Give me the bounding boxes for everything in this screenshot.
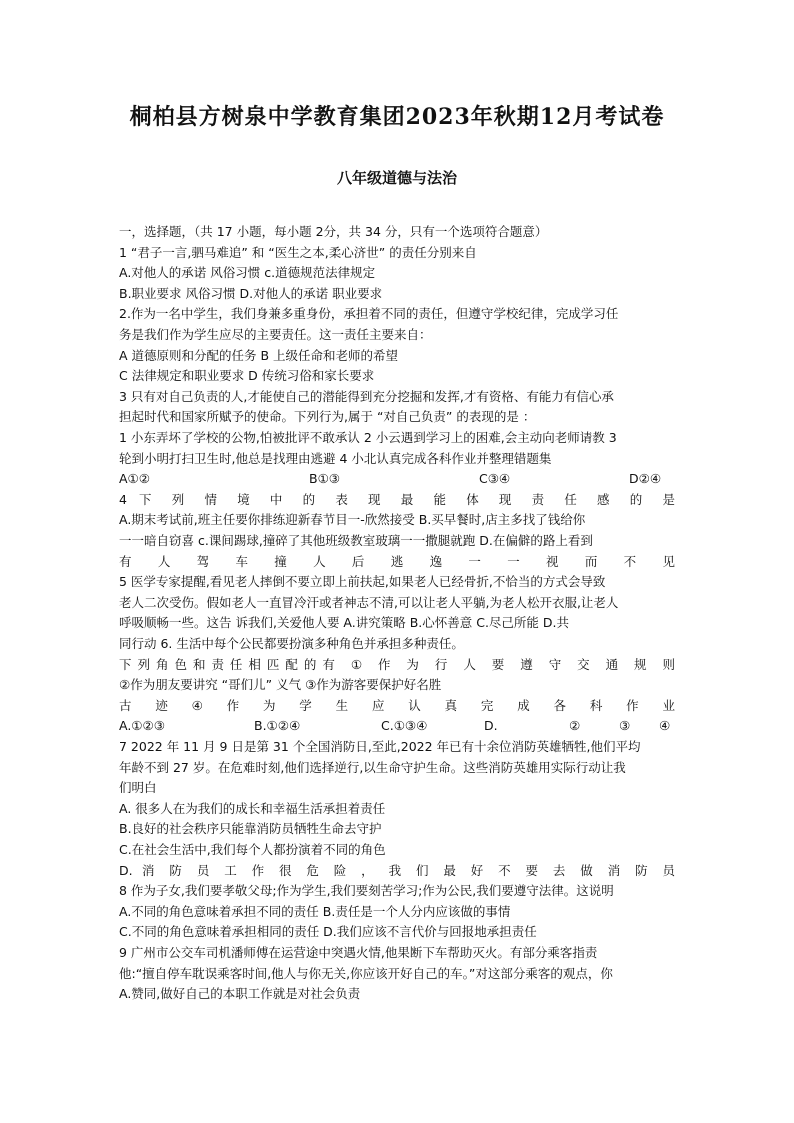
option-label: B.①②④ bbox=[254, 718, 301, 734]
text-line: 5 医学专家提醒,看见老人摔倒不要立即上前扶起,如果老人已经骨折,不恰当的方式会导致 bbox=[119, 574, 606, 590]
text-line: 担起时代和国家所赋予的使命。下列行为,属于 “对自己负责” 的表现的是 ： bbox=[119, 409, 536, 425]
option-label: D. bbox=[484, 718, 498, 734]
text-line: 呼吸顺畅一些。这告 诉我们,关爱他人要 A.讲究策略 B.心怀善意 C.尽己所能 D.共 bbox=[119, 615, 569, 631]
text-line: A.对他人的承诺 风俗习惯 c.道德规范法律规定 bbox=[119, 265, 376, 281]
text-line: 9 广州市公交车司机潘师傅在运营途中突遇火情,他果断下车帮助灭火。有部分乘客指责 bbox=[119, 945, 598, 960]
text-line: 古 迹 ④ 作 为 学 生 应 认 真 完 成 各 科 作 业 bbox=[119, 697, 675, 713]
text-line: 3 只有对自己负责的人,才能使自己的潜能得到充分挖掘和发挥,才有资格、有能力有信心承 bbox=[119, 388, 614, 404]
option-label: C③④ bbox=[479, 471, 511, 487]
exam-subtitle: 八年级道德与法治 bbox=[336, 169, 457, 187]
text-line: A 道德原则和分配的任务 B 上级任命和老师的希望 bbox=[119, 347, 399, 363]
text-line: D. 消 防 员 工 作 很 危 险 ， 我 们 最 好 不 要 去 做 消 防 员 bbox=[119, 862, 675, 878]
option-label: ② bbox=[569, 718, 581, 734]
option-label: A①② bbox=[119, 471, 150, 487]
text-line: 一，选择题，（共 17 小题，每小题 2分，共 34 分，只有一个选项符合题意） bbox=[119, 224, 548, 239]
exam-title: 桐柏县方树泉中学教育集团2023年秋期12月考试卷 bbox=[129, 104, 665, 130]
text-line: A.期末考试前,班主任要你排练迎新春节目一-欣然接受 B.买早餐时,店主多找了钱给你 bbox=[119, 512, 586, 528]
text-line: ②作为朋友要讲究 “哥们儿” 义气 ③作为游客要保护好名胜 bbox=[119, 677, 442, 693]
text-line: 下列角色和责任相匹配的有 ① 作 为 行 人 要 遵 守 交 通 规 则 bbox=[119, 656, 675, 672]
text-line: 1 小东弄坏了学校的公物,怕被批评不敢承认 2 小云遇到学习上的困难,会主动向老师请教 3 bbox=[119, 430, 617, 445]
option-label: ③ bbox=[619, 718, 631, 734]
text-line: 务是我们作为学生应尽的主要责任。这一责任主要来自： bbox=[119, 327, 432, 342]
text-line: 们明白 bbox=[119, 780, 157, 796]
text-line: C.不同的角色意味着承担相同的责任 D.我们应该不言代价与回报地承担责任 bbox=[119, 924, 537, 940]
text-line: A.赞同,做好自己的本职工作就是对社会负责 bbox=[119, 986, 361, 1002]
option-label: D②④ bbox=[629, 471, 662, 487]
text-line: 一一暗自窃喜 c.课间踢球,撞碎了其他班级教室玻璃一一撒腿就跑 D.在偏僻的路上看到 bbox=[119, 533, 593, 548]
text-line: 2.作为一名中学生，我们身兼多重身份，承担着不同的责任，但遵守学校纪律，完成学习任 bbox=[119, 306, 619, 322]
option-label: B①③ bbox=[309, 471, 340, 487]
text-line: 7 2022 年 11 月 9 日是第 31 个全国消防日,至此,2022 年已有十余位消防英雄牺牲,他们平均 bbox=[119, 739, 641, 754]
text-line: C 法律规定和职业要求 D 传统习俗和家长要求 bbox=[119, 368, 375, 384]
text-line: B.职业要求 风俗习惯 D.对他人的承诺 职业要求 bbox=[119, 285, 383, 301]
text-line: C.在社会生活中,我们每个人都扮演着不同的角色 bbox=[119, 842, 386, 857]
option-label: C.①③④ bbox=[381, 718, 428, 734]
option-label: A.①②③ bbox=[119, 718, 165, 734]
text-line: 老人二次受伤。假如老人一直冒冷汗或者神志不清,可以让老人平躺,为老人松开衣服,让老人 bbox=[119, 594, 619, 610]
text-line: 年龄不到 27 岁。在危难时刻,他们选择逆行,以生命守护生命。这些消防英雄用实际行动让我 bbox=[119, 759, 626, 775]
text-line: 轮到小明打扫卫生时,他总是找理由逃避 4 小北认真完成各科作业并整理错题集 bbox=[119, 450, 552, 466]
text-line: 4 下 列 情 境 中 的 表 现 最 能 体 现 责 任 感 的 是 bbox=[119, 491, 675, 507]
text-line: A. 很多人在为我们的成长和幸福生活承担着责任 bbox=[119, 800, 386, 816]
text-line: 8 作为子女,我们要孝敬父母;作为学生,我们要刻苦学习;作为公民,我们要遵守法律。这说明 bbox=[119, 883, 614, 899]
text-line: 他:“擅自停车耽误乘客时间,他人与你无关,你应该开好自己的车。”对这部分乘客的观点，你 bbox=[119, 965, 613, 981]
text-line: 1 “君子一言,驷马难追” 和 “医生之本,柔心济世” 的责任分别来自 bbox=[119, 244, 477, 260]
text-line: 同行动 6. 生活中每个公民都要扮演多种角色并承担多种责任。 bbox=[119, 636, 464, 651]
text-line: 有 人 驾 车 撞 人 后 逃 逸 一 一 视 而 不 见 bbox=[119, 553, 675, 569]
text-line: A.不同的角色意味着承担不同的责任 B.责任是一个人分内应该做的事情 bbox=[119, 903, 511, 919]
option-label: ④ bbox=[659, 718, 671, 734]
text-line: B.良好的社会秩序只能靠消防员牺牲生命去守护 bbox=[119, 821, 382, 837]
